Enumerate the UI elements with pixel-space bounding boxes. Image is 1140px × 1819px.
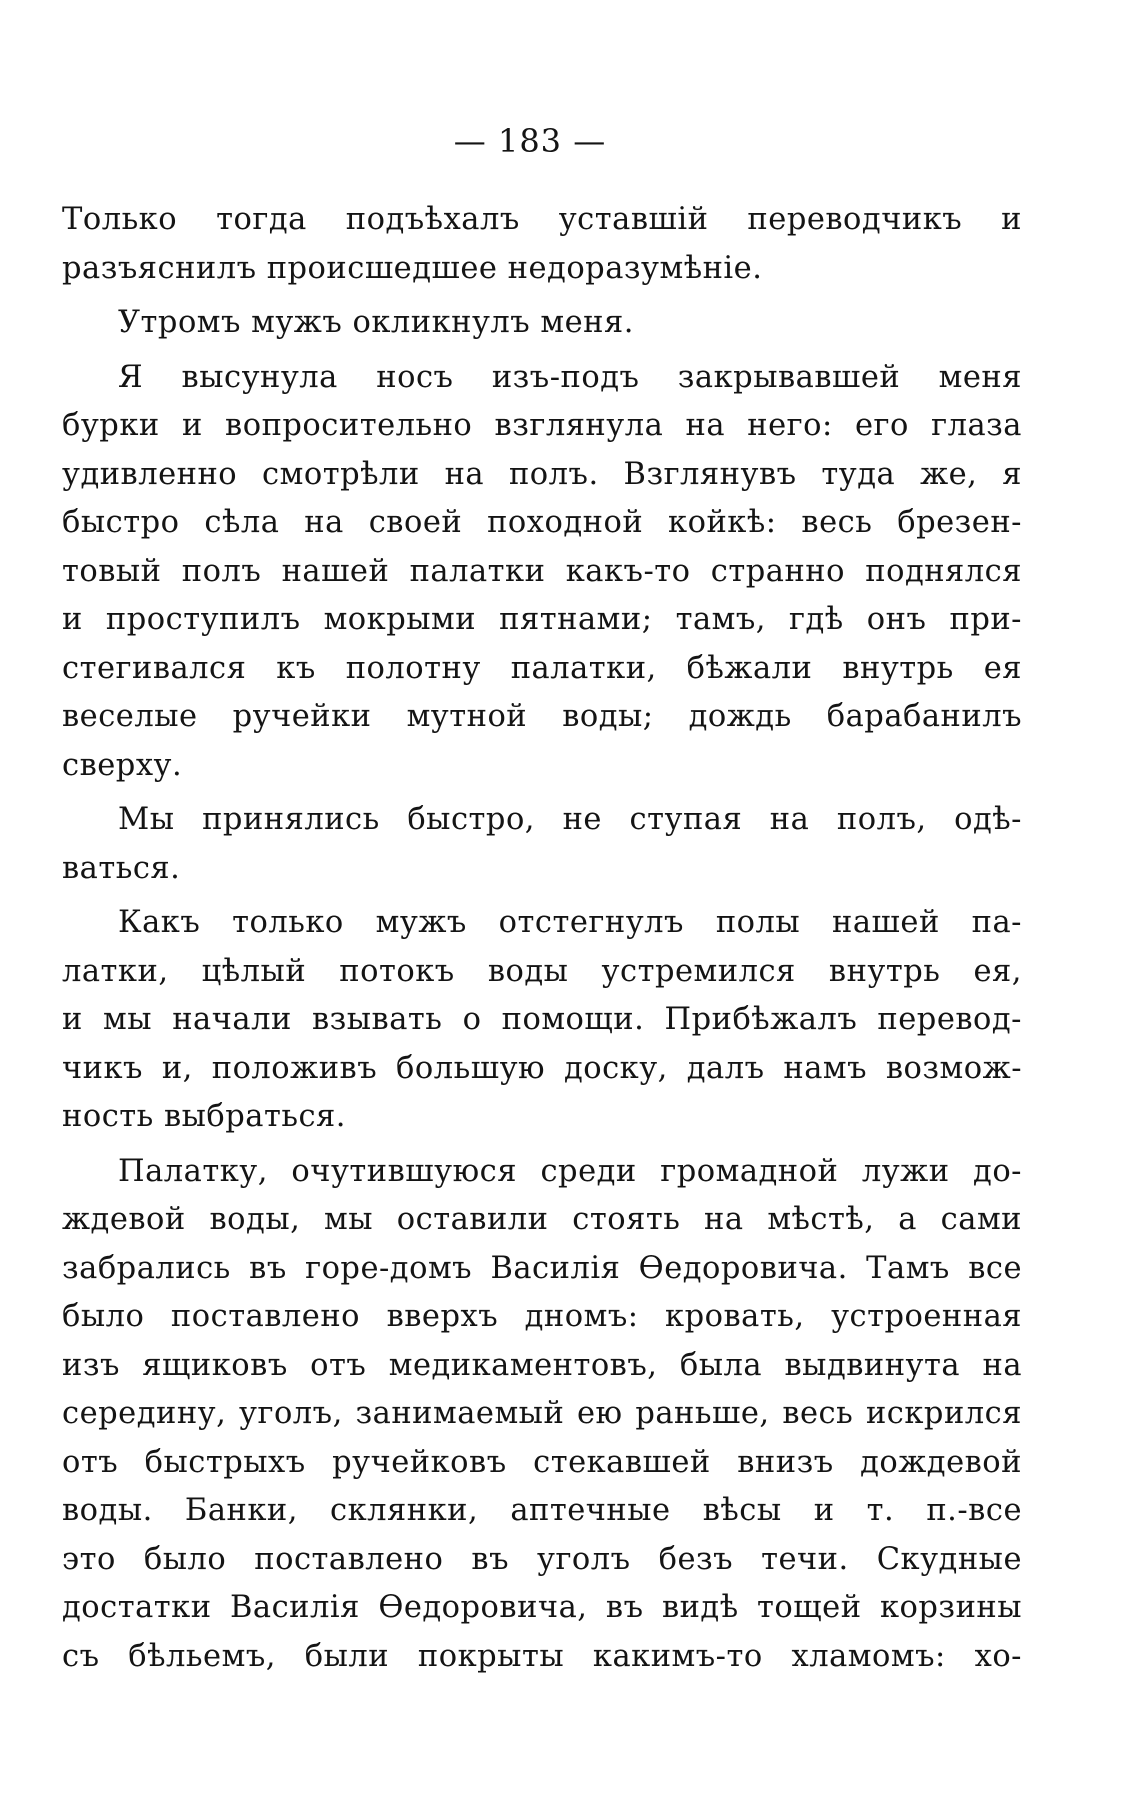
text-line: Я высунула носъ изъ-подъ закрывавшей меня xyxy=(118,359,1022,395)
text-line: съ бѣльемъ, были покрыты какимъ-то хламомъ: хо- xyxy=(62,1638,1022,1674)
text-line: чикъ и, положивъ большую доску, далъ намъ возмож- xyxy=(62,1050,1022,1086)
paragraph xyxy=(62,796,1022,893)
text-line: это было поставлено въ уголъ безъ течи. Скудные xyxy=(62,1541,1022,1577)
text-line: Палатку, очутившуюся среди громадной лужи до- xyxy=(118,1153,1022,1189)
paragraph xyxy=(62,354,1022,791)
text-line: было поставлено вверхъ дномъ: кровать, устроенная xyxy=(62,1299,1022,1334)
text-line: и мы начали взывать о помощи. Прибѣжалъ перевод- xyxy=(62,1002,1022,1037)
text-line: удивленно смотрѣли на полъ. Взглянувъ туда же, я xyxy=(62,456,1022,492)
text-line: ждевой воды, мы оставили стоять на мѣстѣ, а сами xyxy=(62,1202,1022,1237)
text-line: ность выбраться. xyxy=(62,1099,346,1134)
text-line: разъяснилъ происшедшее недоразумѣніе. xyxy=(62,250,763,286)
text-line: воды. Банки, склянки, аптечные вѣсы и т. п.-все xyxy=(62,1493,1022,1528)
text-line: стегивался къ полотну палатки, бѣжали внутрь ея xyxy=(62,650,1022,686)
paragraph xyxy=(62,899,1022,1142)
text-line: Мы принялись быстро, не ступая на полъ, одѣ- xyxy=(118,802,1022,837)
text-line: латки, цѣлый потокъ воды устремился внутрь ея, xyxy=(62,953,1022,989)
text-line: забрались въ горе-домъ Василія Ѳедоровича. Тамъ все xyxy=(62,1250,1022,1286)
text-line: Только тогда подъѣхалъ уставшій переводчикъ и xyxy=(62,202,1022,237)
text-line: достатки Василія Ѳедоровича, въ видѣ тощей корзины xyxy=(62,1590,1022,1625)
text-line: Какъ только мужъ отстегнулъ полы нашей па- xyxy=(118,905,1022,940)
body-text xyxy=(62,196,1022,1681)
text-line: веселые ручейки мутной воды; дождь барабанилъ xyxy=(62,699,1022,734)
text-line: сверху. xyxy=(62,747,183,783)
text-line: товый полъ нашей палатки какъ-то странно поднялся xyxy=(62,553,1022,589)
text-line: Утромъ мужъ окликнулъ меня. xyxy=(118,305,634,340)
text-line: середину, уголъ, занимаемый ею раньше, весь искрился xyxy=(62,1396,1022,1431)
page-number: — 183 — xyxy=(453,122,607,160)
text-line: ваться. xyxy=(62,850,181,886)
text-line: бурки и вопросительно взглянула на него: его глаза xyxy=(62,408,1022,443)
text-line: изъ ящиковъ отъ медикаментовъ, была выдвинута на xyxy=(62,1347,1022,1383)
paragraph xyxy=(62,196,1022,293)
text-line: быстро сѣла на своей походной койкѣ: весь брезен- xyxy=(62,505,1022,540)
paragraph xyxy=(62,1148,1022,1682)
text-line: и проступилъ мокрыми пятнами; тамъ, гдѣ онъ при- xyxy=(62,602,1022,637)
text-line: отъ быстрыхъ ручейковъ стекавшей внизъ дождевой xyxy=(62,1444,1022,1480)
paragraph xyxy=(62,299,1022,348)
